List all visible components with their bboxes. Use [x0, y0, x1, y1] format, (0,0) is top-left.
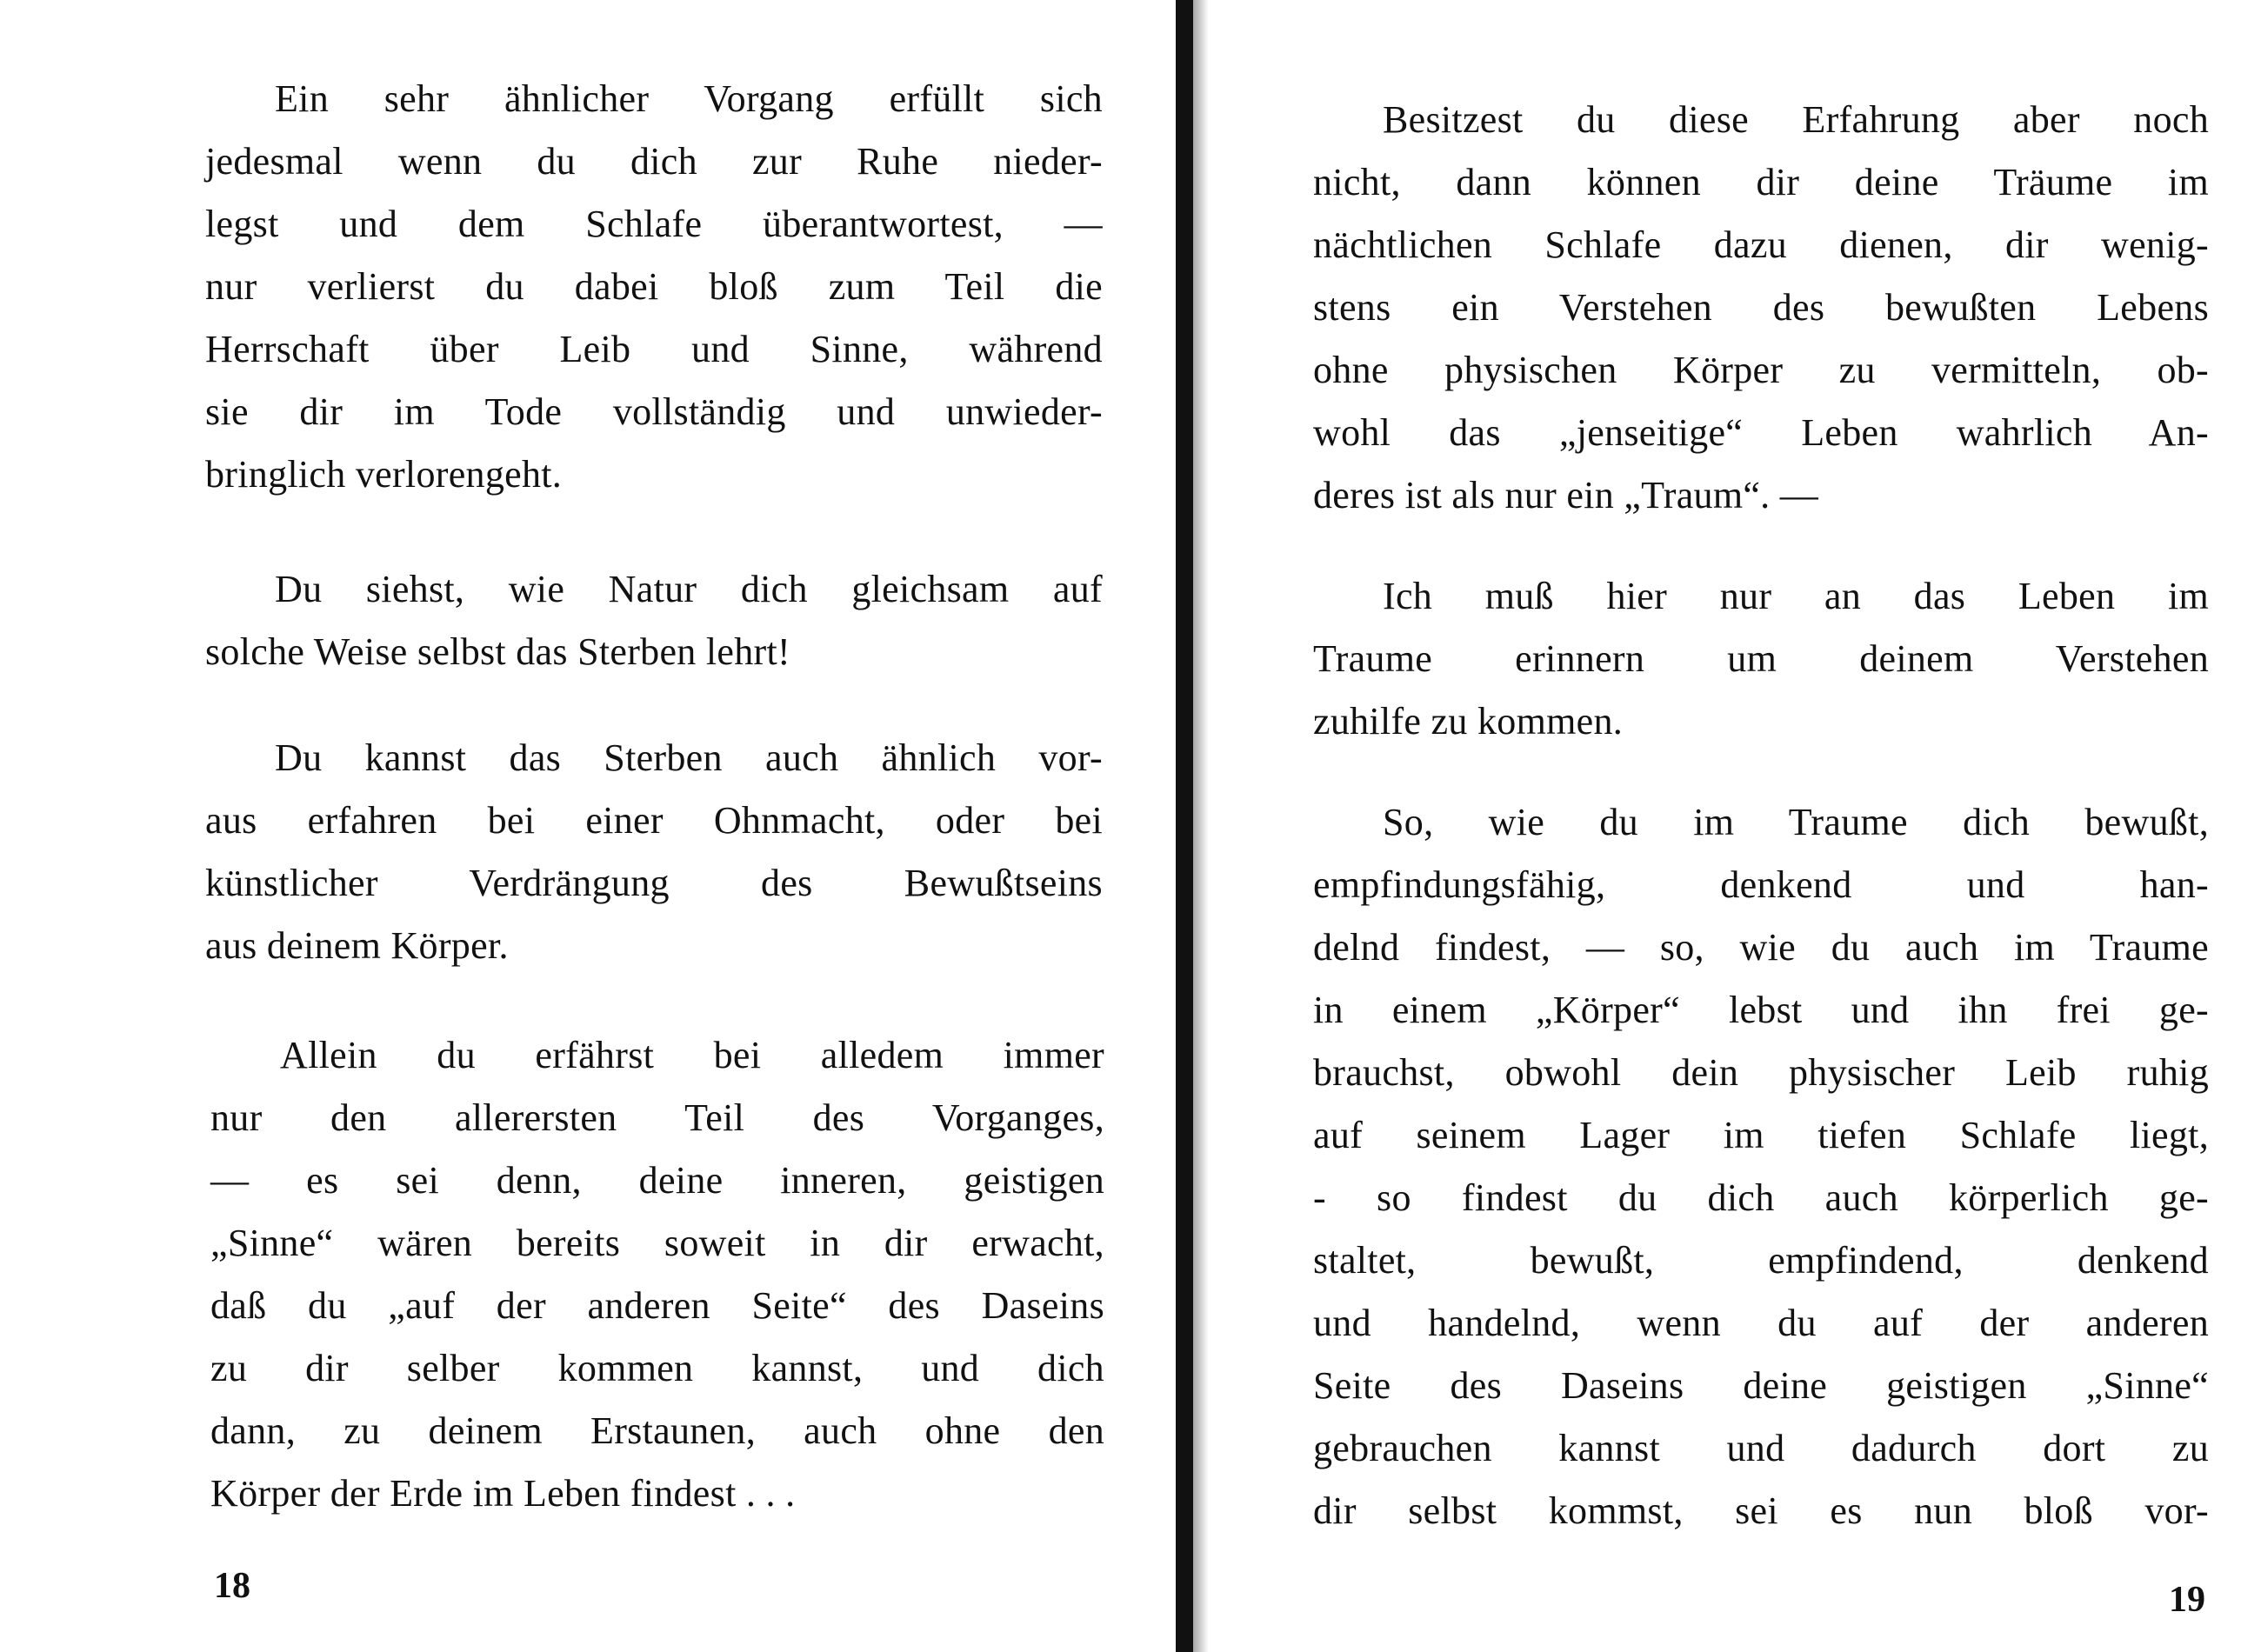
text-line: delnd findest, — so, wie du auch im Traume — [1313, 926, 2209, 969]
text-line: aus erfahren bei einer Ohnmacht, oder bei — [205, 799, 1103, 842]
text-line: Körper der Erde im Leben findest . . . — [210, 1472, 796, 1515]
page-number: 19 — [2169, 1580, 2205, 1620]
text-line: — es sei denn, deine inneren, geistigen — [210, 1159, 1104, 1202]
text-line: Ich muß hier nur an das Leben im — [1383, 575, 2209, 617]
text-line: Traume erinnern um deinem Verstehen — [1313, 637, 2209, 680]
text-line: So, wie du im Traume dich bewußt, — [1383, 801, 2209, 843]
text-line: und handelnd, wenn du auf der anderen — [1313, 1302, 2209, 1344]
text-line: zuhilfe zu kommen. — [1313, 700, 1624, 743]
text-line: jedesmal wenn du dich zur Ruhe nieder- — [205, 140, 1103, 183]
text-line: daß du „auf der anderen Seite“ des Daseins — [210, 1284, 1104, 1327]
text-line: aus deinem Körper. — [205, 924, 509, 967]
text-line: bringlich verlorengeht. — [205, 453, 563, 496]
text-line: stens ein Verstehen des bewußten Lebens — [1313, 286, 2209, 329]
text-line: ohne physischen Körper zu vermitteln, ob- — [1313, 349, 2209, 391]
text-line: dir selbst kommst, sei es nun bloß vor- — [1313, 1489, 2209, 1532]
text-line: nächtlichen Schlafe dazu dienen, dir wenig- — [1313, 223, 2209, 266]
right-paragraph-1 — [1313, 89, 2209, 527]
text-line: sie dir im Tode vollständig und unwieder- — [205, 390, 1103, 433]
text-line: nicht, dann können dir deine Träume im — [1313, 161, 2209, 203]
left-paragraph-4 — [210, 1024, 1104, 1525]
left-paragraph-3 — [205, 727, 1103, 977]
text-line: Allein du erfährst bei alledem immer — [280, 1034, 1104, 1076]
text-line: brauchst, obwohl dein physischer Leib ruhig — [1313, 1051, 2209, 1094]
text-line: solche Weise selbst das Sterben lehrt! — [205, 630, 790, 673]
text-line: nur den allerersten Teil des Vorganges, — [210, 1096, 1104, 1139]
text-line: Ein sehr ähnlicher Vorgang erfüllt sich — [275, 77, 1103, 120]
page-number: 18 — [214, 1566, 250, 1606]
text-line: Besitzest du diese Erfahrung aber noch — [1383, 98, 2209, 141]
text-line: zu dir selber kommen kannst, und dich — [210, 1347, 1104, 1389]
text-line: auf seinem Lager im tiefen Schlafe liegt, — [1313, 1114, 2209, 1156]
book-gutter — [1176, 0, 1193, 1652]
right-paragraph-2 — [1313, 565, 2209, 753]
text-line: dann, zu deinem Erstaunen, auch ohne den — [210, 1409, 1104, 1452]
text-line: empfindungsfähig, denkend und han- — [1313, 863, 2209, 906]
text-line: gebrauchen kannst und dadurch dort zu — [1313, 1427, 2209, 1469]
text-line: künstlicher Verdrängung des Bewußtseins — [205, 862, 1103, 904]
right-paragraph-3 — [1313, 791, 2209, 1542]
text-line: Seite des Daseins deine geistigen „Sinne“ — [1313, 1364, 2209, 1407]
text-line: - so findest du dich auch körperlich ge- — [1313, 1176, 2209, 1219]
text-line: staltet, bewußt, empfindend, denkend — [1313, 1239, 2209, 1282]
text-line: Du kannst das Sterben auch ähnlich vor- — [275, 736, 1103, 779]
text-line: legst und dem Schlafe überantwortest, — — [205, 203, 1103, 245]
text-line: deres ist als nur ein „Traum“. — — [1313, 474, 1819, 516]
text-line: „Sinne“ wären bereits soweit in dir erwacht, — [210, 1222, 1104, 1264]
text-line: Du siehst, wie Natur dich gleichsam auf — [275, 568, 1103, 610]
text-line: nur verlierst du dabei bloß zum Teil die — [205, 265, 1103, 308]
text-line: in einem „Körper“ lebst und ihn frei ge- — [1313, 989, 2209, 1031]
text-line: wohl das „jenseitige“ Leben wahrlich An- — [1313, 411, 2209, 454]
left-paragraph-2 — [205, 558, 1103, 683]
left-paragraph-1 — [205, 68, 1103, 506]
text-line: Herrschaft über Leib und Sinne, während — [205, 328, 1103, 370]
